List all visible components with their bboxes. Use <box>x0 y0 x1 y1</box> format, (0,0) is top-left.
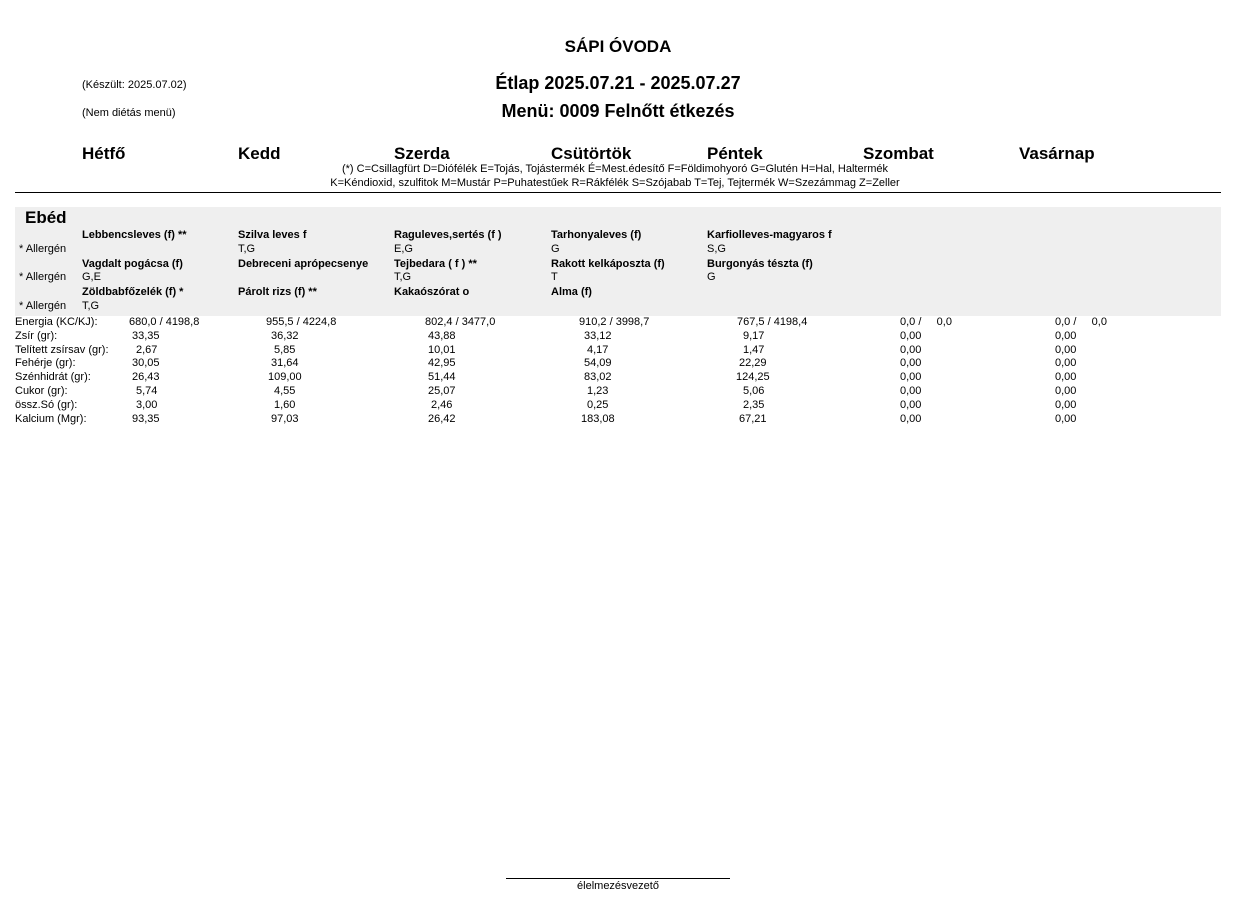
day-thursday: Csütörtök <box>551 144 632 163</box>
nutrition-value: 0,00 <box>900 330 922 342</box>
meal-title: Ebéd <box>25 208 67 227</box>
nutrition-value: 910,2 / 3998,7 <box>579 316 650 328</box>
nutrition-value: 22,29 <box>739 357 767 369</box>
nutrition-value: 124,25 <box>736 371 770 383</box>
allergen-legend-line-2: K=Kéndioxid, szulfitok M=Mustár P=Puhatestűek R=Rákfélék S=Szójabab T=Tej, Tejtermék W=Szezámmag Z=Zeller <box>330 177 900 189</box>
nutrition-value: 3,00 <box>136 399 158 411</box>
created-date: (Készült: 2025.07.02) <box>82 79 187 91</box>
nutrition-label-calcium: Kalcium (Mgr): <box>15 413 87 425</box>
nutrition-value: 2,35 <box>743 399 765 411</box>
nutrition-value: 5,85 <box>274 344 296 356</box>
nutrition-value: 31,64 <box>271 357 299 369</box>
nutrition-value: 1,60 <box>274 399 296 411</box>
nutrition-value: 109,00 <box>268 371 302 383</box>
dish-tuesday-3: Párolt rizs (f) ** <box>238 286 317 298</box>
day-monday: Hétfő <box>82 144 126 163</box>
nutrition-value: 33,35 <box>132 330 160 342</box>
nutrition-value: 0,00 <box>900 385 922 397</box>
nutrition-value: 5,06 <box>743 385 765 397</box>
day-wednesday: Szerda <box>394 144 450 163</box>
dish-thursday-1: Tarhonyaleves (f) <box>551 229 642 241</box>
nutrition-value: 0,00 <box>1055 330 1077 342</box>
nutrition-value: 26,42 <box>428 413 456 425</box>
nutrition-label-protein: Fehérje (gr): <box>15 357 76 369</box>
nutrition-value: 25,07 <box>428 385 456 397</box>
allergen-thursday-1: G <box>551 243 560 255</box>
nutrition-label-fat: Zsír (gr): <box>15 330 58 342</box>
nutrition-value: 5,74 <box>136 385 158 397</box>
nutrition-value: 955,5 / 4224,8 <box>266 316 337 328</box>
menu-name: Menü: 0009 Felnőtt étkezés <box>501 101 735 121</box>
nutrition-value: 767,5 / 4198,4 <box>737 316 808 328</box>
nutrition-value: 36,32 <box>271 330 299 342</box>
nutrition-value: 4,55 <box>274 385 296 397</box>
nutrition-value: 9,17 <box>743 330 765 342</box>
allergen-monday-3: T,G <box>82 300 100 312</box>
nutrition-value: 0,0 / 0,0 <box>900 316 952 328</box>
nutrition-value: 0,0 / 0,0 <box>1055 316 1107 328</box>
nutrition-value: 0,00 <box>1055 357 1077 369</box>
nutrition-value: 1,23 <box>587 385 609 397</box>
page-title: SÁPI ÓVODA <box>564 37 672 56</box>
dish-friday-1: Karfiolleves-magyaros f <box>707 229 832 241</box>
nutrition-value: 4,17 <box>587 344 609 356</box>
nutrition-value: 183,08 <box>581 413 615 425</box>
nutrition-value: 2,67 <box>136 344 158 356</box>
nutrition-value: 51,44 <box>428 371 456 383</box>
menu-period: Étlap 2025.07.21 - 2025.07.27 <box>495 73 741 93</box>
allergen-legend-line-1: (*) C=Csillagfürt D=Diófélék E=Tojás, Tojástermék É=Mest.édesítő F=Földimohyoró G=Glutén H=Hal, Haltermék <box>341 163 889 175</box>
nutrition-value: 0,00 <box>1055 385 1077 397</box>
nutrition-label-sugar: Cukor (gr): <box>15 385 68 397</box>
nutrition-label-saturated-fat: Telített zsírsav (gr): <box>15 344 109 356</box>
day-friday: Péntek <box>707 144 763 163</box>
day-tuesday: Kedd <box>238 144 281 163</box>
nutrition-value: 83,02 <box>584 371 612 383</box>
dish-monday-3: Zöldbabfőzelék (f) * <box>82 286 184 298</box>
allergen-label: * Allergén <box>19 300 67 312</box>
nutrition-value: 0,00 <box>900 357 922 369</box>
nutrition-value: 2,46 <box>431 399 453 411</box>
allergen-label: * Allergén <box>19 271 67 283</box>
dish-monday-1: Lebbencsleves (f) ** <box>82 229 187 241</box>
allergen-tuesday-1: T,G <box>238 243 256 255</box>
nutrition-value: 0,00 <box>1055 371 1077 383</box>
nutrition-value: 97,03 <box>271 413 299 425</box>
dish-wednesday-1: Raguleves,sertés (f ) <box>394 229 502 241</box>
nutrition-value: 30,05 <box>132 357 160 369</box>
nutrition-value: 26,43 <box>132 371 160 383</box>
nutrition-value: 43,88 <box>428 330 456 342</box>
dish-thursday-2: Rakott kelkáposzta (f) <box>551 258 665 270</box>
nutrition-value: 1,47 <box>743 344 765 356</box>
allergen-wednesday-1: E,G <box>394 243 413 255</box>
nutrition-value: 802,4 / 3477,0 <box>425 316 496 328</box>
nutrition-value: 54,09 <box>584 357 612 369</box>
nutrition-value: 0,25 <box>587 399 609 411</box>
allergen-friday-2: G <box>707 271 716 283</box>
header-divider <box>15 192 1221 193</box>
nutrition-value: 0,00 <box>1055 413 1077 425</box>
dish-tuesday-1: Szilva leves f <box>238 229 307 241</box>
nutrition-value: 0,00 <box>1055 344 1077 356</box>
dish-wednesday-2: Tejbedara ( f ) ** <box>394 258 477 270</box>
nutrition-value: 67,21 <box>739 413 767 425</box>
dish-monday-2: Vagdalt pogácsa (f) <box>82 258 183 270</box>
dish-thursday-3: Alma (f) <box>551 286 592 298</box>
allergen-label: * Allergén <box>19 243 67 255</box>
allergen-wednesday-2: T,G <box>394 271 412 283</box>
day-sunday: Vasárnap <box>1019 144 1095 163</box>
day-saturday: Szombat <box>863 144 934 163</box>
nutrition-value: 0,00 <box>900 413 922 425</box>
nutrition-value: 0,00 <box>900 344 922 356</box>
allergen-thursday-2: T <box>551 271 558 283</box>
diet-note: (Nem diétás menü) <box>82 107 176 119</box>
dish-tuesday-2: Debreceni aprópecsenye <box>238 258 369 270</box>
nutrition-value: 0,00 <box>900 399 922 411</box>
dish-friday-2: Burgonyás tészta (f) <box>707 258 813 270</box>
signature-label: élelmezésvezető <box>577 880 659 892</box>
dish-wednesday-3: Kakaószórat o <box>394 286 470 298</box>
nutrition-label-energy: Energia (KC/KJ): <box>15 316 98 328</box>
nutrition-value: 0,00 <box>1055 399 1077 411</box>
nutrition-value: 10,01 <box>428 344 456 356</box>
nutrition-label-carbohydrate: Szénhidrát (gr): <box>15 371 91 383</box>
nutrition-value: 680,0 / 4198,8 <box>129 316 200 328</box>
nutrition-value: 33,12 <box>584 330 612 342</box>
allergen-monday-2: G,E <box>82 271 101 283</box>
allergen-friday-1: S,G <box>707 243 726 255</box>
nutrition-value: 0,00 <box>900 371 922 383</box>
nutrition-value: 42,95 <box>428 357 456 369</box>
nutrition-label-salt: össz.Só (gr): <box>15 399 78 411</box>
nutrition-value: 93,35 <box>132 413 160 425</box>
signature-line <box>506 878 730 879</box>
